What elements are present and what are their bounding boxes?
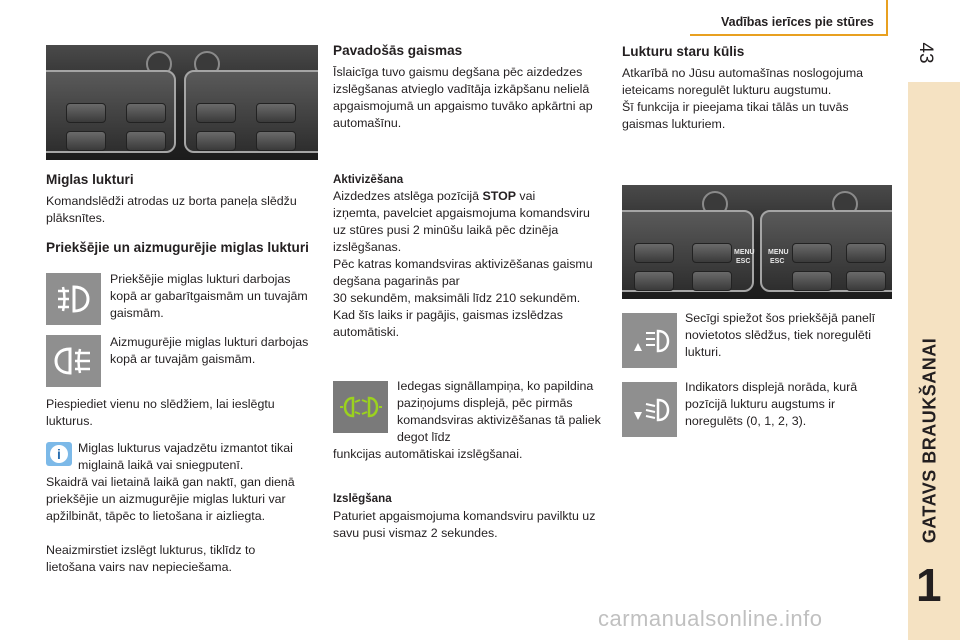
guide-lamp-icon bbox=[339, 392, 383, 422]
guide-lights-title: Pavadošās gaismas bbox=[333, 43, 463, 58]
guide-lamp-text: Iedegas signāllampiņa, ko papildina paziņojums displejā, pēc pirmās komandsviras aktivizēšanas tā paliek degot līdz bbox=[397, 379, 601, 444]
esc-label: ESC bbox=[736, 258, 751, 265]
menu-label: MENU bbox=[734, 249, 755, 256]
activation-text-2: Pēc katras komandsviras aktivizēšanas gaismu degšana pagarinās par bbox=[333, 257, 593, 288]
front-rear-fog-title: Priekšējie un aizmugurējie miglas lukturi bbox=[46, 240, 309, 255]
info-text-2: Skaidrā vai lietainā laikā gan naktī, gan dienā priekšējie un aizmugurējie miglas lukturi var apžilbināt, tāpēc to lietošana ir aizliegta. bbox=[46, 475, 295, 523]
fog-switch-photo bbox=[46, 45, 318, 160]
rear-fog-icon-tile bbox=[46, 335, 101, 387]
beam-down-icon bbox=[628, 392, 672, 428]
press-switch-text: Piespiediet vienu no slēdžiem, lai ieslēgtu lukturus. bbox=[46, 397, 275, 428]
guide-lights-text: Īslaicīga tuvo gaismu degšana pēc aizdedzes izslēgšanas atvieglo vadītāja izkāpšanu nelielā apgaismojumā un apgaismo tuvāko apkārtni ap automašīnu. bbox=[333, 65, 593, 130]
beam-up-icon-tile bbox=[622, 313, 677, 368]
activation-text-3: 30 sekundēm, maksimāli līdz 210 sekundēm. bbox=[333, 291, 581, 305]
beam-text-2: Šī funkcija ir pieejama tikai tālās un tuvās gaismas lukturiem. bbox=[622, 100, 849, 131]
menu-label-2: MENU bbox=[768, 249, 789, 256]
deactivation-text: Paturiet apgaismojuma komandsviru pavilktu uz savu pusi vismaz 2 sekundes. bbox=[333, 509, 596, 540]
front-fog-icon bbox=[54, 283, 94, 315]
front-fog-icon-tile bbox=[46, 273, 101, 325]
beam-title: Lukturu staru kūlis bbox=[622, 44, 745, 59]
rear-fog-text: Aizmugurējie miglas lukturi darbojas kopā ar tuvajām gaismām. bbox=[110, 335, 309, 366]
indicator-text: Indikators displejā norāda, kurā pozīcijā lukturu augstums ir noregulēts (0, 1, 2, 3). bbox=[685, 380, 858, 428]
rear-fog-icon bbox=[54, 345, 94, 377]
header-tick bbox=[886, 0, 888, 36]
watermark: carmanualsonline.info bbox=[598, 606, 823, 631]
chapter-title: GATAVS BRAUKŠANAI bbox=[919, 337, 940, 544]
info-text-3: Neaizmirstiet izslēgt lukturus, tiklīdz to lietošana vairs nav nepieciešama. bbox=[46, 543, 256, 574]
header-rule bbox=[690, 34, 886, 36]
guide-lamp-icon-tile bbox=[333, 381, 388, 433]
activation-text-4: Kad šīs laiks ir pagājis, gaismas izslēdzas automātiski. bbox=[333, 308, 564, 339]
activation-lead: Aizdedzes atslēga pozīcijā STOP vai bbox=[333, 189, 536, 203]
press-sequence-text: Secīgi spiežot šos priekšējā panelī novietotos slēdžus, tiek noregulēti lukturi. bbox=[685, 311, 876, 359]
beam-down-icon-tile bbox=[622, 382, 677, 437]
fog-lights-text: Komandslēdži atrodas uz borta paneļa slēdžu plāksnītes. bbox=[46, 194, 297, 225]
fog-lights-title: Miglas lukturi bbox=[46, 172, 134, 187]
beam-text-1: Atkarībā no Jūsu automašīnas noslogojuma ieteicams noregulēt lukturu augstumu. bbox=[622, 66, 864, 97]
activation-title: Aktivizēšana bbox=[333, 173, 404, 186]
info-text-1: Miglas lukturus vajadzētu izmantot tikai miglainā laikā vai sniegputenī. bbox=[78, 441, 293, 472]
beam-switch-photo bbox=[622, 185, 892, 299]
activation-text: izņemta, pavelciet apgaismojuma komandsviru uz stūres pusi 2 minūšu laikā pēc dzinēja izslēgšanas. bbox=[333, 206, 590, 254]
esc-label-2: ESC bbox=[770, 258, 785, 265]
guide-lamp-text-tail: funkcijas automātiskai izslēgšanai. bbox=[333, 447, 523, 461]
info-icon: i bbox=[46, 442, 72, 466]
chapter-number: 1 bbox=[916, 559, 942, 611]
page-number: 43 bbox=[915, 42, 936, 64]
running-header: Vadības ierīces pie stūres bbox=[721, 15, 874, 29]
beam-up-icon bbox=[628, 323, 672, 359]
front-fog-text: Priekšējie miglas lukturi darbojas kopā ar gabarītgaismām un tuvajām gaismām. bbox=[110, 272, 308, 320]
deactivation-title: Izslēgšana bbox=[333, 492, 392, 505]
